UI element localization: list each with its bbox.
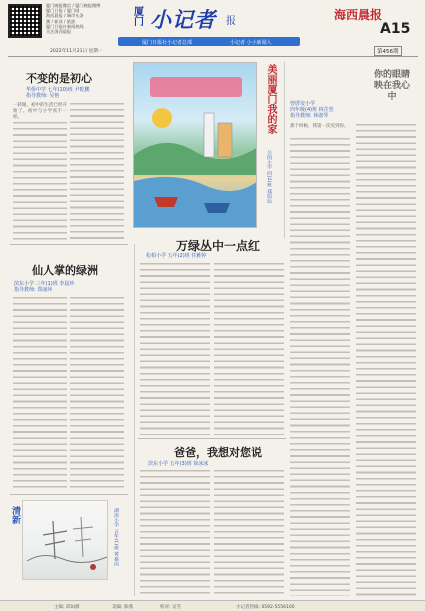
article1-col1-text (13, 122, 67, 240)
masthead-city: 厦门 (134, 7, 144, 28)
band-right-text: 小记者 小小新闻人 (230, 39, 272, 46)
article4-col2-text (70, 297, 124, 490)
painting-illustration (133, 62, 257, 228)
qr-line: 厦门晚报微信 / 厦门晚报微博 (46, 3, 101, 8)
article4-title: 仙人掌的绿洲 (32, 264, 98, 277)
footer-band (0, 600, 425, 611)
masthead-band (118, 37, 300, 46)
article4-byline (14, 281, 74, 293)
qr-text-block (46, 3, 132, 34)
artwork-label: 清新 (10, 506, 20, 524)
byline-line: 指导教师: 林淑琴 (290, 113, 329, 120)
issue-number: 第456期 (374, 46, 402, 56)
article3-col2-text (214, 263, 284, 435)
footer-proofreader: 校对: 吴雪 (160, 605, 181, 610)
article1-title: 不变的是初心 (26, 72, 92, 85)
painting-caption-title: 美丽厦门我的家 (265, 64, 276, 134)
article2-col2-text (356, 124, 416, 596)
article3-byline: 松柏小学 五年(2)班 任雅婷 (146, 253, 207, 259)
article5-col2-text (214, 470, 284, 596)
artwork-credit: 湖滨小学 五年(1)班 黄嘉雨 (113, 508, 118, 566)
qr-line: 潮 / 新读 / 旅游 (46, 18, 76, 24)
article3-col1-text (140, 263, 210, 435)
article2-col1-text (290, 138, 350, 596)
painting-caption-credit: 公园小学 四(2)班 郑绍辰 (266, 150, 271, 204)
article2-lead: 那个时候，我第一次见到你。 (290, 124, 349, 129)
footer-designer: 美编: 陈燕 (112, 605, 133, 610)
qr-line: 关注海西晨报 (46, 29, 72, 35)
byline-line: 四年级(4)班 林芷萱 (290, 107, 334, 114)
masthead-title-suffix: 报 (226, 16, 236, 27)
article1-col2-text (70, 103, 124, 240)
footer-contact: 小记者热线: 0592-5556100 (236, 605, 295, 610)
artwork-image (22, 500, 108, 580)
footer-editor: 主编: 邱如漪 (54, 605, 80, 610)
qr-code (8, 4, 42, 38)
masthead-title: 小记者 (150, 7, 216, 32)
divider (284, 62, 285, 238)
article5-col1-text (140, 470, 210, 596)
byline-line: 指导教师: 吴艳 (26, 93, 60, 100)
band-left-text: 厦门日报社小记者总部 (142, 39, 193, 46)
page-code: A15 (380, 21, 411, 37)
painting-svg (134, 63, 257, 228)
byline-line: 曾厝垵小学 (290, 101, 316, 107)
byline-line: 华侨中学 七年(10)班 尹乾鹏 (26, 87, 90, 93)
article2-byline (290, 101, 360, 120)
artwork-svg (23, 501, 109, 581)
divider (10, 494, 128, 495)
byline-line: 滨东小学 三年(1)班 李晨珍 (14, 281, 75, 287)
article2-title: 你的眼睛映在我心中 (373, 70, 410, 102)
article4-col1-text (13, 297, 67, 490)
byline-line: 指导教师: 郑丽萍 (14, 287, 53, 294)
qr-line: 厦门日报社新闻热线 (46, 23, 84, 29)
qr-line: 厦门日报 / 厦门网 (46, 8, 80, 14)
divider (138, 438, 286, 439)
divider (134, 244, 135, 596)
article3-title: 万绿丛中一点红 (176, 239, 261, 253)
article1-byline (26, 87, 89, 99)
article1-lead: 一转眼，初中的生活已经开始了。初中与小学真不一样。 (13, 103, 67, 121)
newspaper-brand: 海西晨报 (334, 8, 383, 22)
date-line: 2022年11月21日 星期一 (50, 49, 103, 54)
masthead-rule (8, 56, 418, 57)
article5-title: 爸爸，我想对您说 (174, 446, 262, 459)
divider (10, 244, 128, 245)
qr-line: 海西晨报 / 城市头条 (46, 13, 84, 19)
article5-byline: 滨东小学 五年(3)班 徐冰冰 (148, 461, 209, 467)
